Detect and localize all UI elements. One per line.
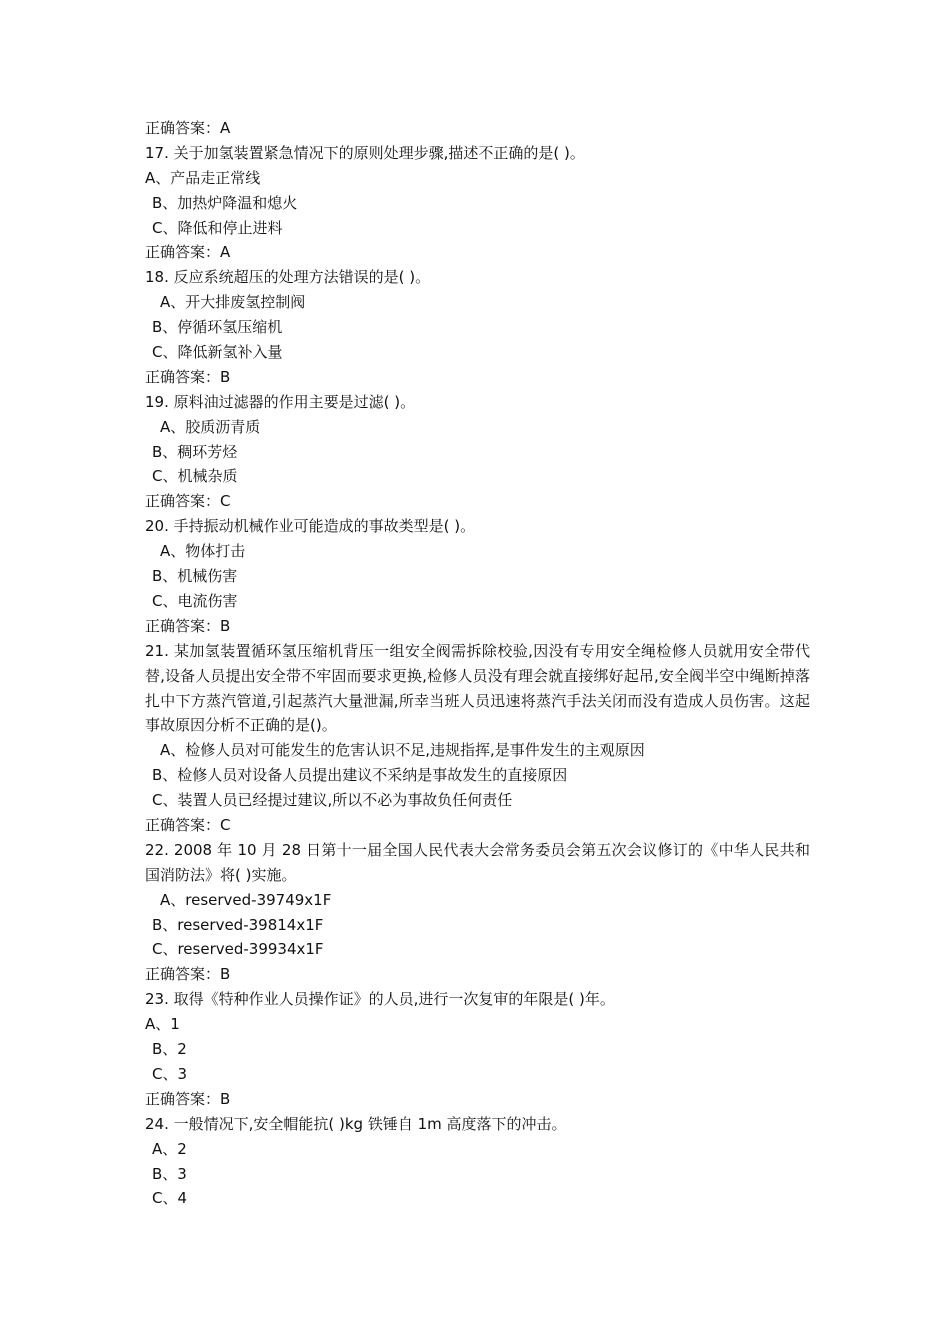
- option-c: C、装置人员已经提过建议,所以不必为事故负任何责任: [152, 791, 513, 810]
- answer-line: 正确答案：B: [145, 367, 231, 386]
- option-c: C、降低和停止进料: [152, 218, 283, 237]
- answer-line: 正确答案：B: [145, 1089, 231, 1108]
- option-b: B、机械伤害: [152, 567, 238, 586]
- option-b: B、检修人员对设备人员提出建议不采纳是事故发生的直接原因: [152, 766, 568, 785]
- option-c: C、3: [152, 1064, 188, 1083]
- answer-line: 正确答案：B: [145, 965, 231, 984]
- question-20: 20. 手持振动机械作业可能造成的事故类型是( )。: [145, 517, 476, 536]
- option-a: A、检修人员对可能发生的危害认识不足,违规指挥,是事件发生的主观原因: [160, 741, 645, 760]
- answer-line: 正确答案：C: [145, 492, 231, 511]
- option-b: B、停循环氢压缩机: [152, 318, 283, 337]
- answer-line: 正确答案：A: [145, 119, 231, 137]
- option-c: C、电流伤害: [152, 591, 238, 610]
- option-b: B、加热炉降温和熄火: [152, 193, 298, 212]
- option-b: B、2: [152, 1040, 187, 1059]
- question-18: 18. 反应系统超压的处理方法错误的是( )。: [145, 268, 431, 287]
- option-a: A、胶质沥青质: [160, 417, 261, 436]
- answer-line: 正确答案：C: [145, 816, 231, 834]
- option-a: A、物体打击: [160, 542, 246, 561]
- question-24: 24. 一般情况下,安全帽能抗( )kg 铁锤自 1m 高度落下的冲击。: [145, 1114, 567, 1133]
- option-c: C、机械杂质: [152, 467, 238, 486]
- option-b: B、稠环芳烃: [152, 442, 238, 461]
- question-21: 21. 某加氢装置循环氢压缩机背压一组安全阀需拆除校验,因没有专用安全绳检修人员就用安全带代替,设备人员提出安全带不牢固而要求更换,检修人员没有理会就直接绑好起吊,安全阀半空中绳断掉落扎中下方蒸汽管道,引起蒸汽大量泄漏,所幸当班人员迅速将蒸汽手法关闭而没有造成人员伤害。这起事故原因分析不正确的是()。: [145, 641, 810, 735]
- option-a: A、产品走正常线: [145, 168, 261, 187]
- option-c: C、reserved-39934x1F: [152, 940, 324, 959]
- option-a: A、开大排废氢控制阀: [160, 293, 306, 312]
- question-17: 17. 关于加氢装置紧急情况下的原则处理步骤,描述不正确的是( )。: [145, 143, 585, 162]
- option-b: B、reserved-39814x1F: [152, 915, 324, 934]
- option-a: A、2: [152, 1139, 187, 1158]
- question-23: 23. 取得《特种作业人员操作证》的人员,进行一次复审的年限是( )年。: [145, 990, 615, 1009]
- question-19: 19. 原料油过滤器的作用主要是过滤( )。: [145, 392, 416, 411]
- answer-line: 正确答案：A: [145, 243, 231, 262]
- answer-line: 正确答案：B: [145, 616, 231, 635]
- option-c: C、4: [152, 1189, 188, 1208]
- option-a: A、1: [145, 1015, 180, 1034]
- document-page: [145, 116, 810, 1211]
- option-c: C、降低新氢补入量: [152, 343, 283, 362]
- question-22: 22. 2008 年 10 月 28 日第十一届全国人民代表大会常务委员会第五次会议修订的《中华人民共和国消防法》将( )实施。: [145, 840, 810, 884]
- option-a: A、reserved-39749x1F: [160, 890, 332, 909]
- option-b: B、3: [152, 1164, 187, 1183]
